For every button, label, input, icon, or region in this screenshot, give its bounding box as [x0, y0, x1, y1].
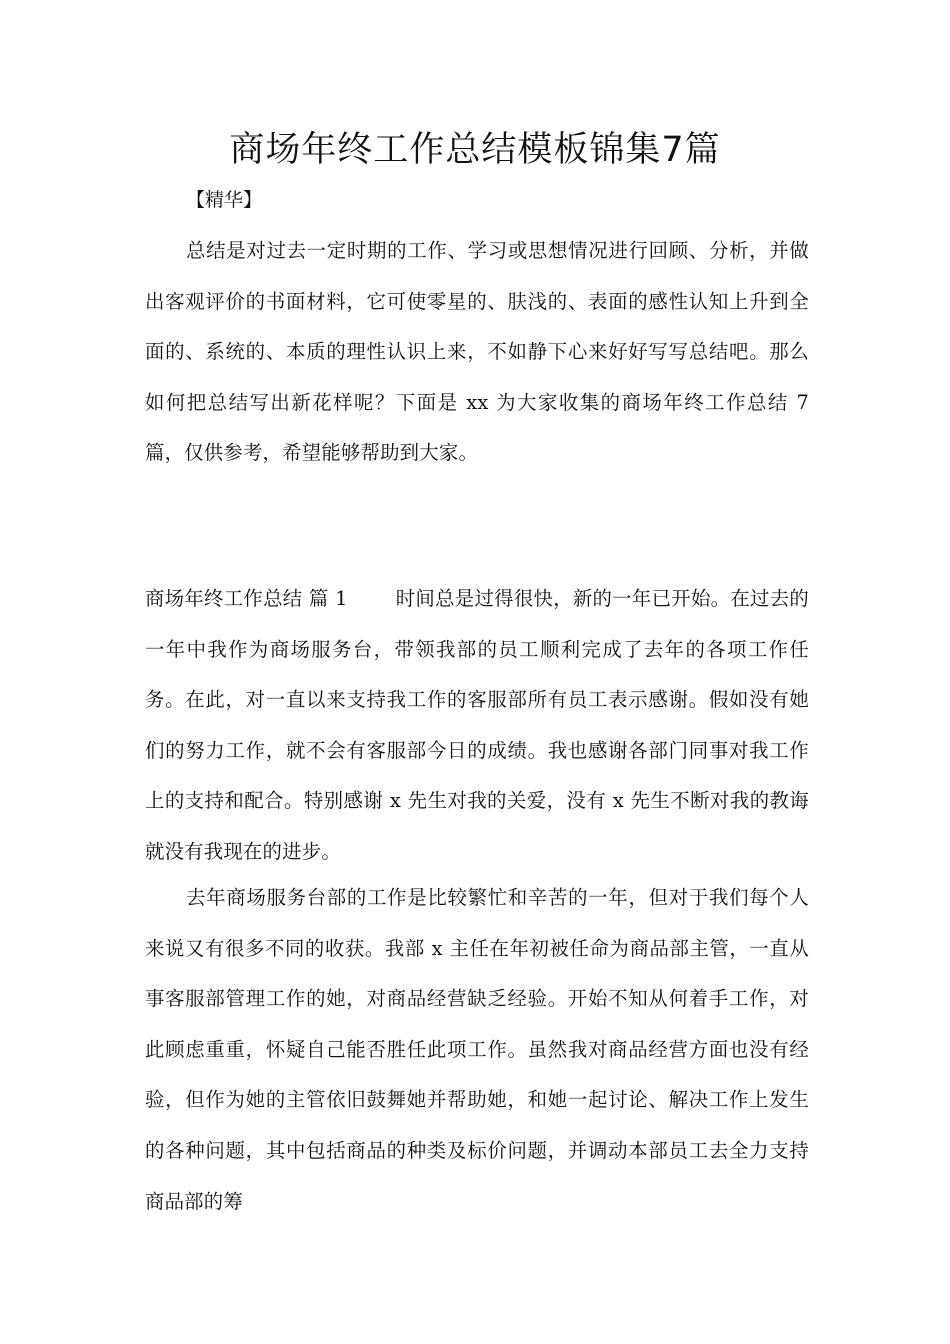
section-1-heading: 商场年终工作总结 篇 1: [145, 587, 348, 610]
section-1-paragraph-1-text: 时间总是过得很快，新的一年已开始。在过去的一年中我作为商场服务台，带领我部的员工顺利完成了去年的各项工作任务。在此，对一直以来支持我工作的客服部所有员工表示感谢。假如没有她们的努力工作，就不会有客服部今日的成绩。我也感谢各部门同事对我工作上的支持和配合。特别感谢 x 先生对我的关爱，没有 x 先生不断对我的教诲就没有我现在的进步。: [145, 587, 809, 863]
section-1-paragraph: [145, 574, 809, 878]
intro-paragraph: 总结是对过去一定时期的工作、学习或思想情况进行回顾、分析，并做出客观评价的书面材料，它可使零星的、肤浅的、表面的感性认知上升到全面的、系统的、本质的理性认识上来，不如静下心来好好写写总结吧。那么如何把总结写出新花样呢？下面是 xx 为大家收集的商场年终工作总结 7 篇，仅供参考，希望能够帮助到大家。: [145, 239, 809, 465]
document-tag: 【精华】: [186, 189, 263, 211]
document-title: 商场年终工作总结模板锦集7篇: [229, 130, 721, 170]
section-1-paragraph-2: 去年商场服务台部的工作是比较繁忙和辛苦的一年，但对于我们每个人来说又有很多不同的收获。我部 x 主任在年初被任命为商品部主管，一直从事客服部管理工作的她，对商品经营缺乏经验。开始不知从何着手工作，对此顾虑重重，怀疑自己能否胜任此项工作。虽然我对商品经营方面也没有经验，但作为她的主管依旧鼓舞她并帮助她，和她一起讨论、解决工作上发生的各种问题，其中包括商品的种类及标价问题，并调动本部员工去全力支持商品部的筹: [145, 886, 809, 1213]
